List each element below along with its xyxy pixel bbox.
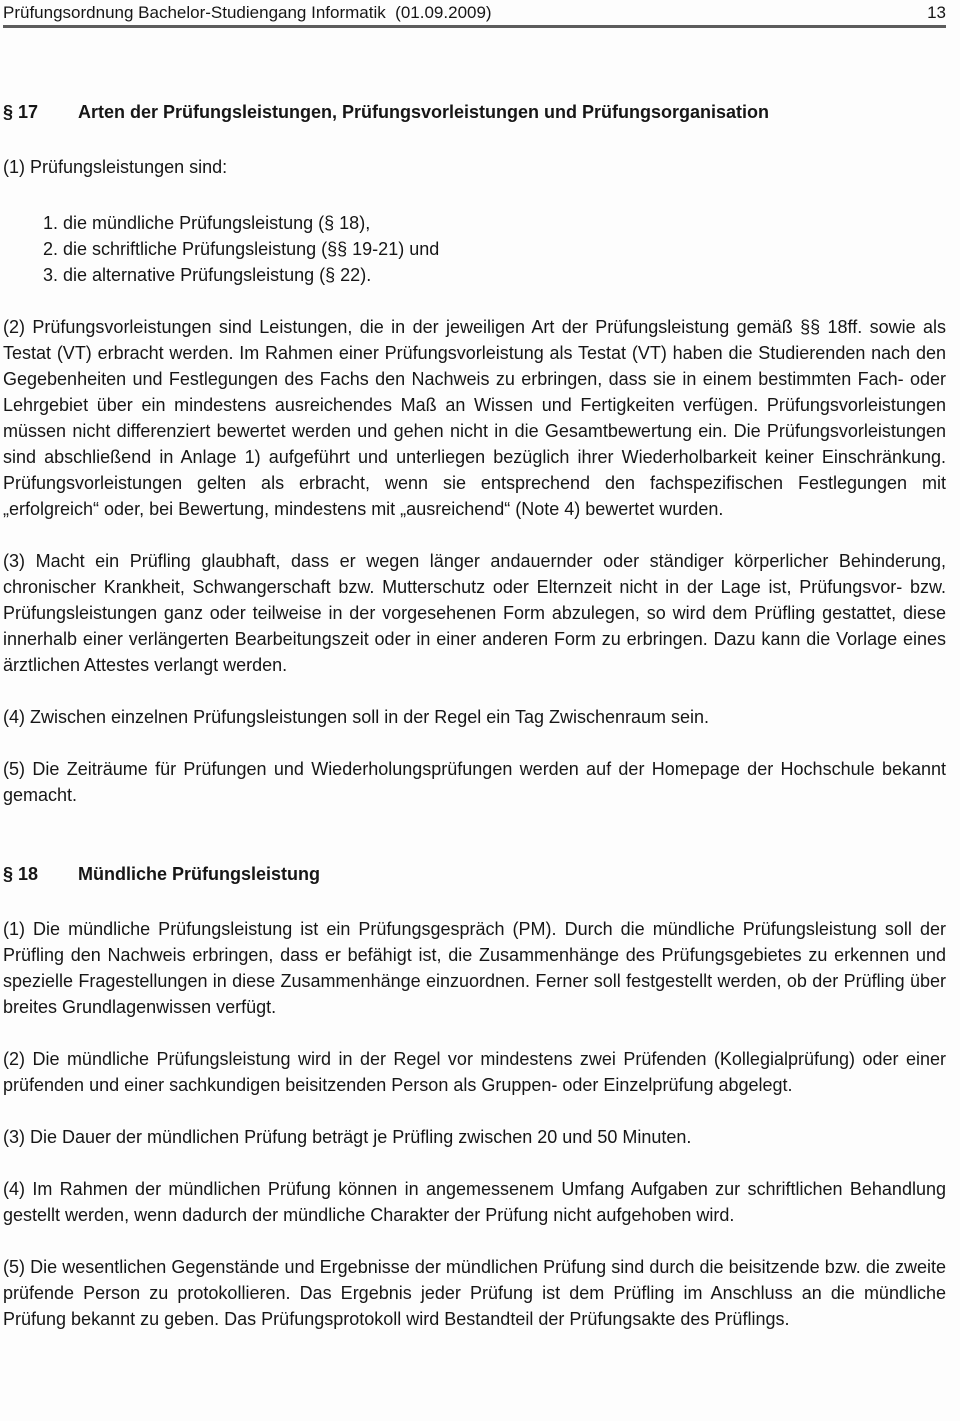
s18-paragraph-2: (2) Die mündliche Prüfungsleistung wird in der Regel vor mindestens zwei Prüfenden (Kollegialprüfung) oder einer prüfenden und einer sachkundigen beisitzenden Person als Gruppen- oder Einzelprüfung abgelegt. — [3, 1049, 946, 1095]
s17-paragraph-3: (3) Macht ein Prüfling glaubhaft, dass er wegen länger andauernder oder ständiger körperlicher Behinderung, chronischer Krankheit, Schwangerschaft bzw. Mutterschutz oder Elternzeit nicht in der Lage ist, Prüfungsvor- bzw. Prüfungsleistungen ganz oder teilweise in der vorgesehenen Form abzulegen, so wird dem Prüfling gestattet, diese innerhalb einer verlängerten Bearbeitungszeit oder in einer anderen Form zu erbringen. Dazu kann die Vorlage eines ärztlichen Attestes verlangt werden. — [3, 551, 946, 675]
s18-paragraph-5: (5) Die wesentlichen Gegenstände und Ergebnisse der mündlichen Prüfung sind durch die beisitzende bzw. die zweite prüfende Person zu protokollieren. Das Ergebnis jeder Prüfung ist dem Prüfling im Anschluss an die mündliche Prüfung bekannt zu geben. Das Prüfungsprotokoll wird Bestandteil der Prüfungsakte des Prüflings. — [3, 1257, 946, 1329]
section-17-number: § 17 — [3, 102, 39, 122]
s17-paragraph-2: (2) Prüfungsvorleistungen sind Leistungen, die in der jeweiligen Art der Prüfungsleistung gemäß §§ 18ff. sowie als Testat (VT) erbracht werden. Im Rahmen einer Prüfungsvorleistung als Testat (VT) haben die Studierenden nach den Gegebenheiten und Festlegungen des Fachs den Nachweis zu erbringen, dass sie in einem bestimmten Fach- oder Lehrgebiet über ein mindestens ausreichendes Maß an Wissen und Fertigkeiten verfügen. Prüfungsvorleistungen müssen nicht differenziert bewertet werden und gehen nicht in die Gesamtbewertung ein. Die Prüfungsvorleistungen sind abschließend in Anlage 1) aufgeführt und unterliegen bezüglich ihrer Wiederholbarkeit keiner Einschränkung. Prüfungsvorleistungen gelten als erbracht, wenn sie entsprechend den fachspezifischen Festlegungen mit „erfolgreich“ oder, bei Bewertung, mindestens mit „ausreichend“ (Note 4) bewertet wurden. — [3, 317, 946, 519]
s17-paragraph-5: (5) Die Zeiträume für Prüfungen und Wiederholungsprüfungen werden auf der Homepage der Hochschule bekannt gemacht. — [3, 759, 946, 805]
s17-paragraph-4: (4) Zwischen einzelnen Prüfungsleistungen soll in der Regel ein Tag Zwischenraum sein. — [3, 707, 710, 727]
section-17 — [3, 100, 946, 808]
s17-list-item-2: 2. die schriftliche Prüfungsleistung (§§ 19-21) und — [43, 239, 440, 259]
page-header — [3, 2, 946, 28]
section-18-title: Mündliche Prüfungsleistung — [78, 864, 320, 884]
section-18-number: § 18 — [3, 864, 39, 884]
s18-paragraph-1: (1) Die mündliche Prüfungsleistung ist ein Prüfungsgespräch (PM). Durch die mündliche Prüfungsleistung soll der Prüfling den Nachweis erbringen, dass er befähigt ist, die Zusammenhänge des Prüfungsgebietes zu erkennen und spezielle Fragestellungen in diese Zusammenhänge einzuordnen. Ferner soll festgestellt werden, ob der Prüfling über breites Grundlagenwissen verfügt. — [3, 919, 946, 1017]
s17-list-item-3: 3. die alternative Prüfungsleistung (§ 22). — [43, 265, 372, 285]
s17-paragraph-1: (1) Prüfungsleistungen sind: — [3, 157, 228, 177]
section-18-heading — [3, 862, 946, 886]
s17-list-item-1: 1. die mündliche Prüfungsleistung (§ 18), — [43, 213, 371, 233]
s17-exam-type-list — [43, 210, 946, 288]
section-17-title: Arten der Prüfungsleistungen, Prüfungsvorleistungen und Prüfungsorganisation — [78, 102, 770, 122]
document-title: Prüfungsordnung Bachelor-Studiengang Informatik (01.09.2009) — [3, 3, 492, 22]
s18-paragraph-3: (3) Die Dauer der mündlichen Prüfung beträgt je Prüfling zwischen 20 und 50 Minuten. — [3, 1127, 692, 1147]
s18-paragraph-4: (4) Im Rahmen der mündlichen Prüfung können in angemessenem Umfang Aufgaben zur schriftlichen Behandlung gestellt werden, wenn dadurch der mündliche Charakter der Prüfung nicht aufgehoben wird. — [3, 1179, 946, 1225]
section-18 — [3, 862, 946, 1332]
section-17-heading — [3, 100, 946, 124]
page-number: 13 — [927, 3, 946, 22]
